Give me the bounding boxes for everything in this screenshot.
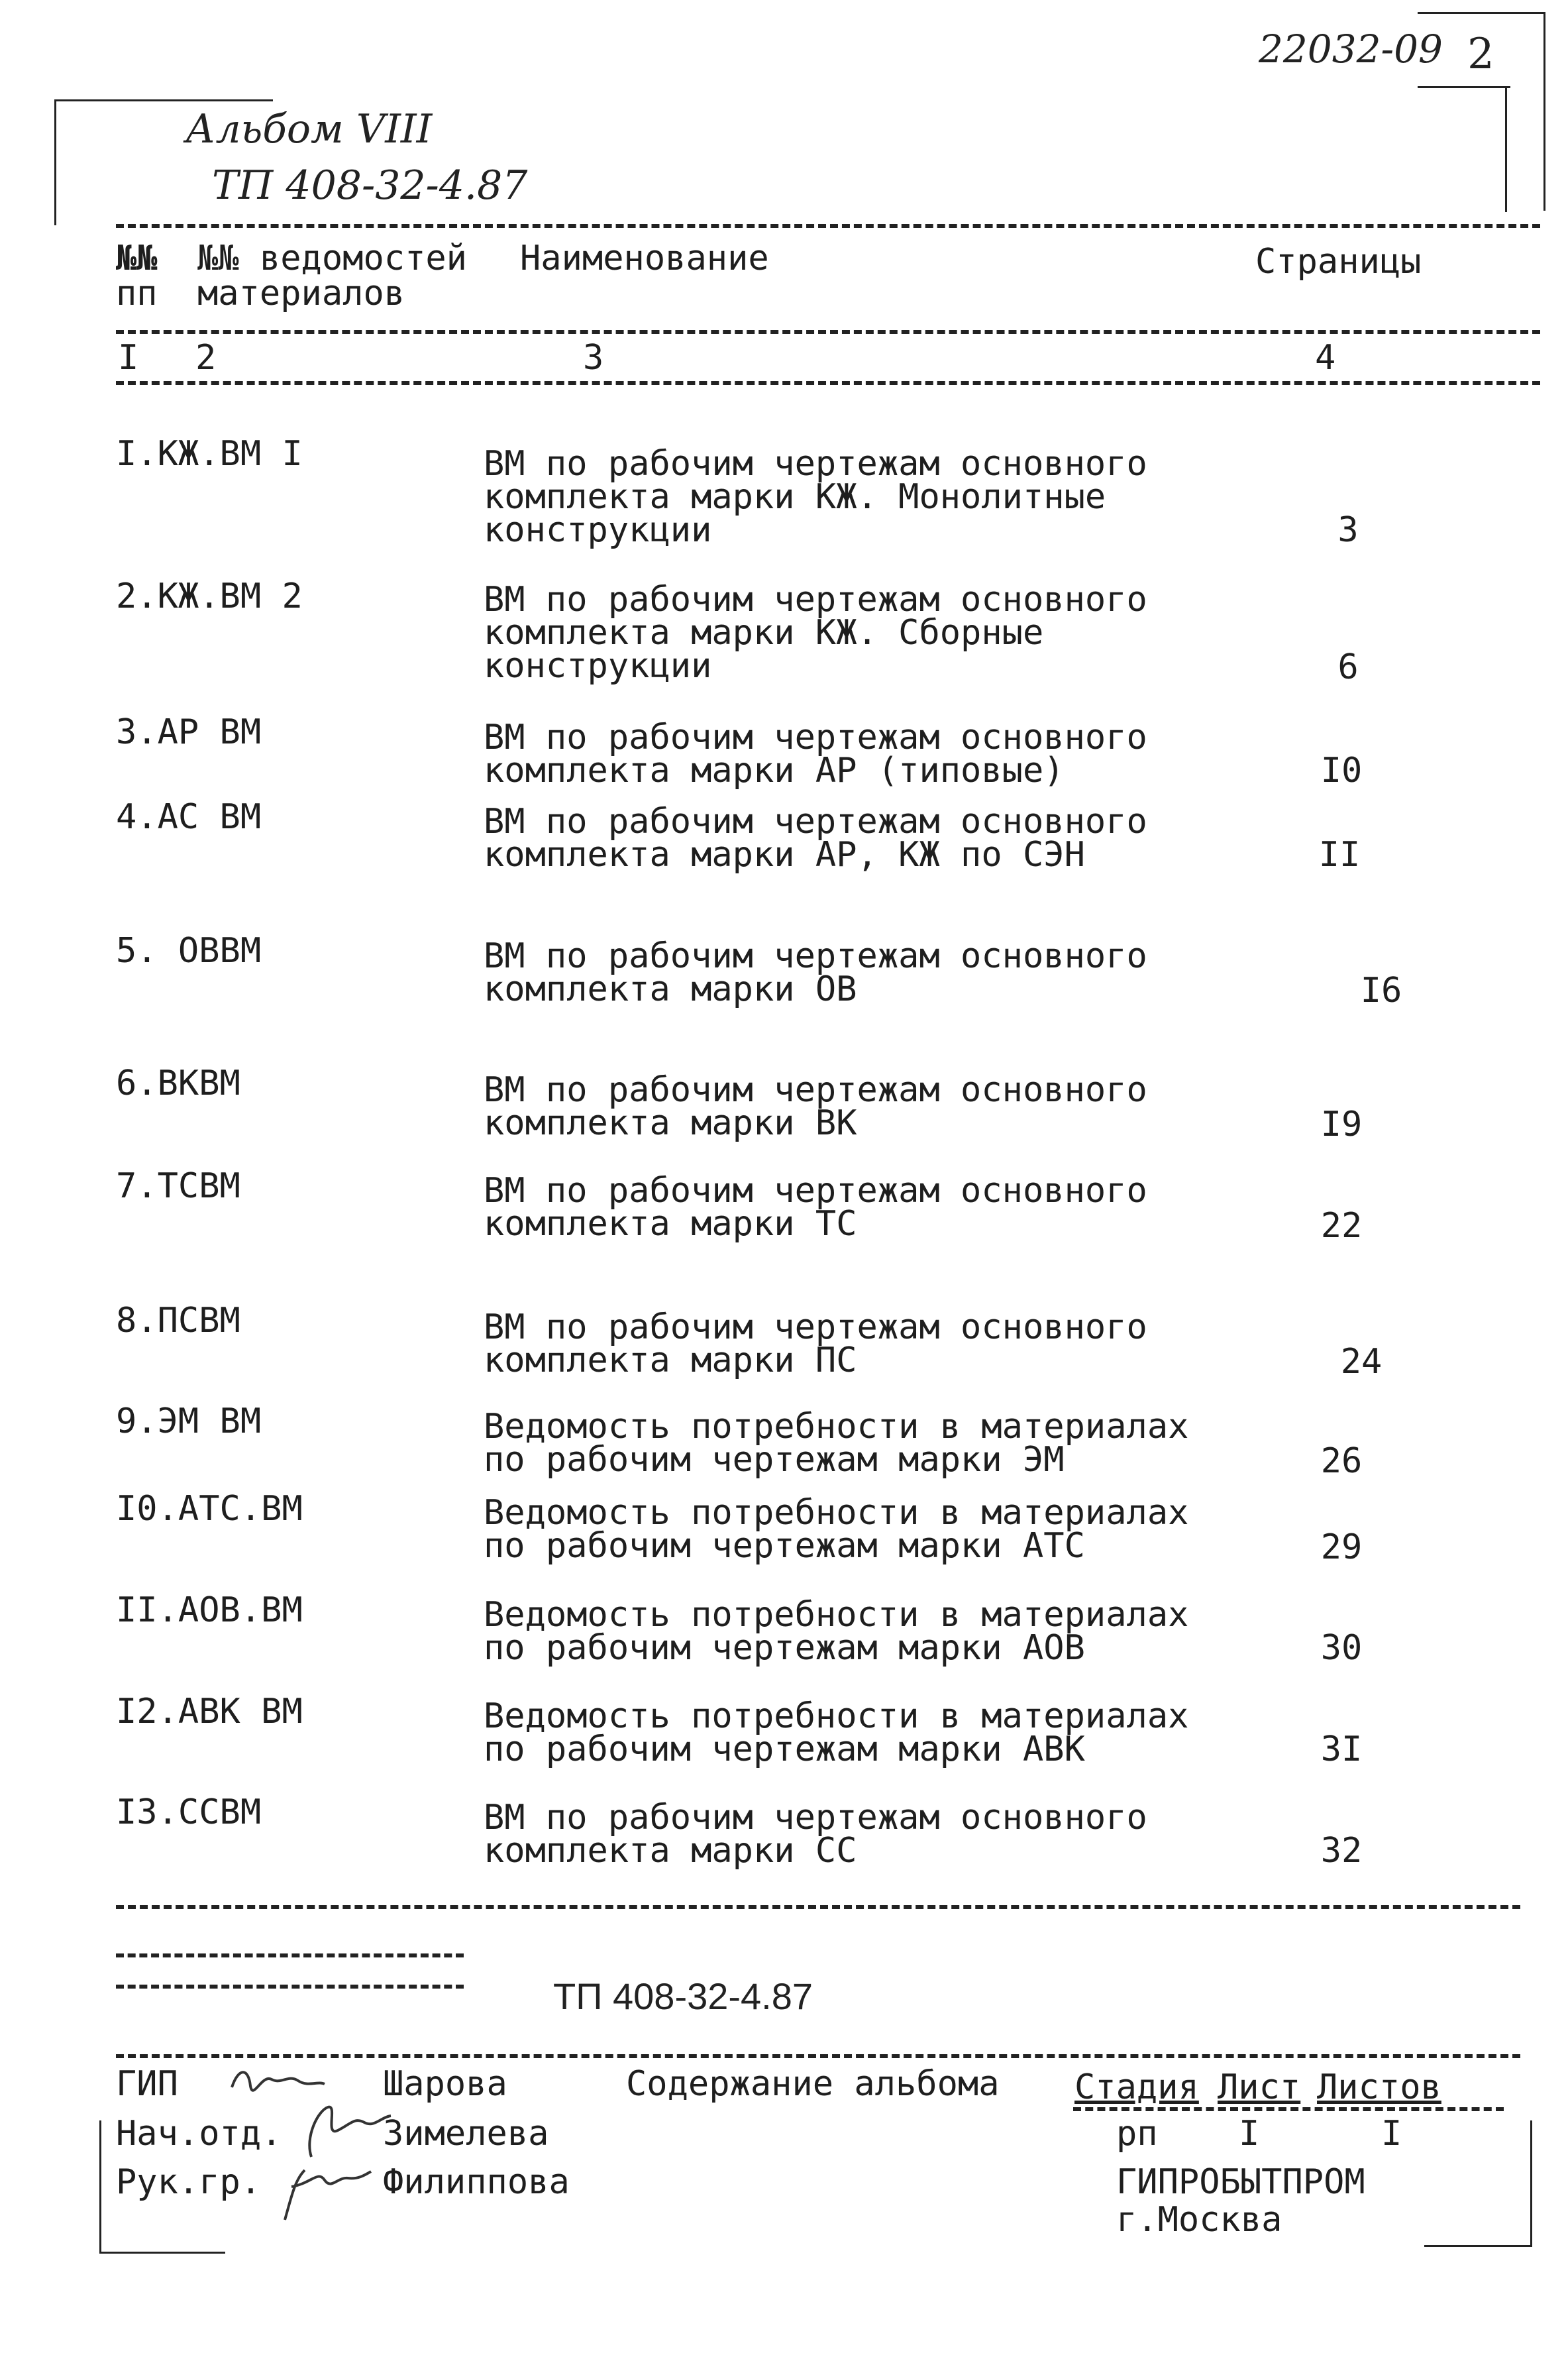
row-code: 2.КЖ.ВМ 2 [116,576,303,616]
stamp-stage-rule [1073,2107,1504,2111]
frame-right-edge [1543,12,1545,211]
name-gip: Шарова [383,2064,507,2104]
row-name-line: ВМ по рабочим чертежам основного [484,802,1147,842]
row-name-line: комплекта марки ТС [484,1204,857,1244]
col-number-3: 3 [583,338,604,378]
row-page: II [1318,835,1361,875]
col-number-4: 4 [1315,338,1336,378]
row-name-line: по рабочим чертежам марки ЭМ [484,1440,1065,1480]
row-page: 3 [1337,510,1359,550]
row-page: I6 [1360,971,1402,1011]
row-name-line: комплекта марки АР, КЖ по СЭН [484,835,1085,875]
stamp-frame-right [1530,2120,1532,2246]
role-group-head: Рук.гр. [116,2162,262,2202]
stamp-rule-short-1 [116,1953,464,1957]
role-dept-head: Нач.отд. [116,2114,282,2154]
header-mid-rule [116,330,1540,334]
row-code: 7.ТСВМ [116,1166,240,1206]
row-name-line: по рабочим чертежам марки АОВ [484,1628,1085,1668]
row-page: 29 [1320,1527,1363,1567]
album-frame-top [54,99,273,101]
row-code: 3.АР ВМ [116,712,262,752]
stage-label: Стадия [1074,2067,1199,2107]
role-gip: ГИП [116,2064,178,2104]
row-name-line: ВМ по рабочим чертежам основного [484,1307,1147,1347]
row-name-line: Ведомость потребности в материалах [484,1407,1189,1447]
row-name-line: ВМ по рабочим чертежам основного [484,1070,1147,1110]
header-col4: Страницы [1255,242,1422,282]
row-code: 5. ОВВМ [116,931,262,971]
header-col1-line2: пп [116,274,158,313]
album-label: Альбом VIII [185,106,433,152]
row-code: I3.ССВМ [116,1792,262,1832]
row-name-line: комплекта марки АР (типовые) [484,751,1065,791]
row-name-line: конструкции [484,646,712,686]
row-name-line: ВМ по рабочим чертежам основного [484,580,1147,620]
row-name-line: Ведомость потребности в материалах [484,1595,1189,1635]
header-col2-line2: материалов [197,274,405,313]
frame-inner-edge [1505,86,1507,212]
row-code: 8.ПСВМ [116,1301,240,1341]
header-col1-line1: №№ [116,239,158,278]
row-name-line: комплекта марки ОВ [484,969,857,1009]
col-number-1: I [118,338,139,378]
row-name-line: конструкции [484,510,712,550]
sheet-value: I [1239,2114,1260,2154]
row-code: 6.ВКВМ [116,1064,240,1103]
row-code: II.АОВ.ВМ [116,1590,303,1630]
row-name-line: по рабочим чертежам марки АТС [484,1526,1085,1566]
header-col2-line1: №№ ведомостей [197,239,467,278]
frame-corner-line [1418,86,1510,88]
row-name-line: по рабочим чертежам марки АВК [484,1729,1085,1769]
row-page: 32 [1320,1831,1363,1871]
row-name-line: комплекта марки ПС [484,1341,857,1380]
row-code: I0.АТС.ВМ [116,1489,303,1529]
row-page: 22 [1320,1206,1363,1246]
row-name-line: ВМ по рабочим чертежам основного [484,936,1147,976]
row-name-line: Ведомость потребности в материалах [484,1493,1189,1533]
row-page: 30 [1320,1628,1363,1668]
header-bottom-rule [116,381,1540,385]
city: г.Москва [1116,2200,1282,2240]
stage-value: рп [1116,2114,1158,2154]
stamp-title: Содержание альбома [626,2064,1000,2104]
stamp-top-rule [116,1905,1520,1909]
row-name-line: ВМ по рабочим чертежам основного [484,1798,1147,1838]
sheets-label: Листов [1317,2067,1441,2107]
row-name-line: ВМ по рабочим чертежам основного [484,444,1147,484]
album-frame-left [54,99,56,225]
sheets-value: I [1381,2114,1402,2154]
row-page: 6 [1337,647,1359,687]
name-group-head: Филиппова [383,2162,570,2202]
document-number: 22032-09 [1259,27,1443,72]
signature-group-head [272,2157,378,2223]
organization: ГИПРОБЫТПРОМ [1116,2162,1365,2202]
signature-dept-head [291,2097,397,2160]
row-name-line: комплекта марки КЖ. Монолитные [484,477,1106,517]
name-dept-head: Зимелева [383,2114,549,2154]
row-page: 3I [1320,1729,1363,1769]
row-page: 26 [1320,1441,1363,1481]
header-col3: Наименование [520,239,769,278]
stamp-mid-rule [116,2054,1520,2058]
stamp-frame-left [99,2120,101,2253]
row-page: I9 [1320,1105,1363,1144]
stamp-doc-code: ТП 408-32-4.87 [553,1975,813,2017]
stamp-rule-short-2 [116,1985,464,1989]
col-number-2: 2 [195,338,217,378]
stamp-frame-bottom-left [99,2252,225,2254]
row-name-line: ВМ по рабочим чертежам основного [484,1171,1147,1211]
stamp-frame-bottom-right [1424,2245,1532,2247]
project-code-handwritten: ТП 408-32-4.87 [212,162,528,209]
header-top-rule [116,224,1540,228]
row-page: I0 [1320,751,1363,791]
sheet-label: Лист [1218,2067,1301,2107]
row-code: I.КЖ.ВМ I [116,434,303,474]
row-name-line: комплекта марки ВК [484,1103,857,1143]
frame-top-edge [1418,12,1545,14]
row-code: 4.АС ВМ [116,797,262,837]
sheet-corner-number: 2 [1467,30,1494,79]
row-code: 9.ЭМ ВМ [116,1401,262,1441]
row-name-line: Ведомость потребности в материалах [484,1696,1189,1736]
row-name-line: ВМ по рабочим чертежам основного [484,718,1147,757]
row-name-line: комплекта марки СС [484,1831,857,1871]
row-page: 24 [1340,1342,1383,1382]
row-name-line: комплекта марки КЖ. Сборные [484,613,1044,653]
row-code: I2.АВК ВМ [116,1692,303,1731]
